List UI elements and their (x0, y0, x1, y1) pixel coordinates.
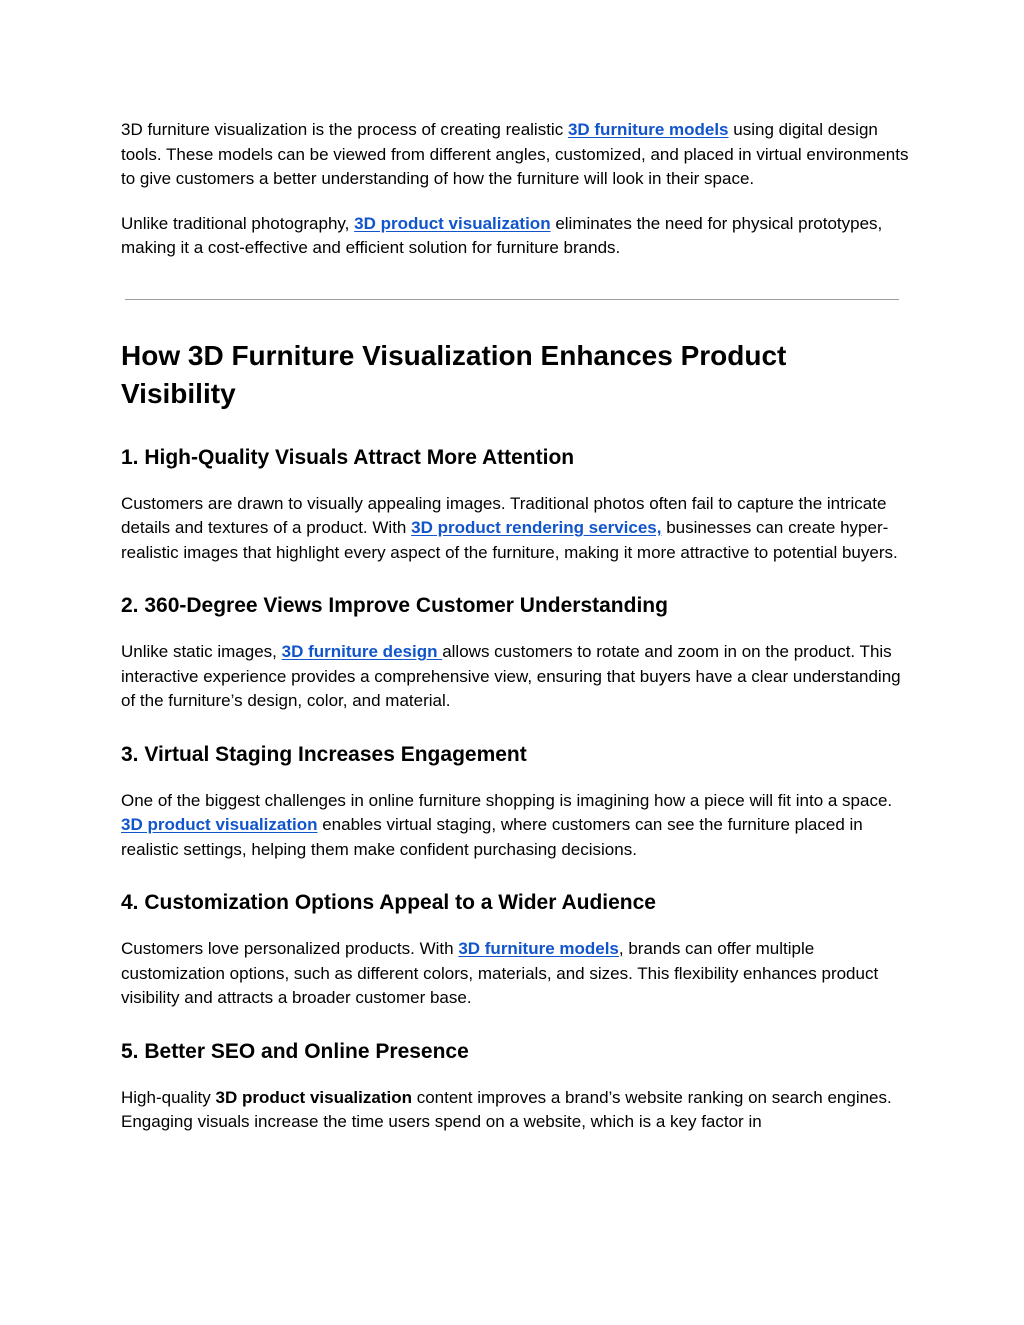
body-text: Customers are drawn to visually appealing images. Traditional photos often fail to capture the intricate details and textures of a product. With (121, 493, 887, 537)
body-text: businesses can create hyper-realistic images that highlight every aspect of the furniture, making it more attractive to potential buyers. (121, 518, 898, 562)
body-text: Unlike static images, (121, 642, 282, 661)
link-3d-product-visualization[interactable]: 3D product visualization (354, 213, 551, 233)
link-3d-furniture-design[interactable]: 3D furniture design (281, 642, 443, 661)
intro-paragraph-1 (121, 118, 911, 192)
body-text: High-quality (121, 1087, 216, 1107)
link-3d-furniture-models-2[interactable]: 3D furniture models (458, 939, 619, 958)
section-4-paragraph (121, 937, 911, 1011)
section-5-heading: 5. Better SEO and Online Presence (121, 1039, 469, 1063)
intro-text: 3D furniture visualization is the process of creating realistic (121, 120, 568, 139)
body-text: Customers love personalized products. With (121, 939, 459, 958)
intro-paragraph-2 (121, 212, 911, 261)
intro-text: Unlike traditional photography, (121, 213, 355, 233)
section-3-heading: 3. Virtual Staging Increases Engagement (121, 742, 527, 766)
section-5-paragraph (121, 1086, 911, 1135)
intro-text: eliminates the need for physical prototypes, making it a cost-effective and efficient solution for furniture brands. (121, 213, 883, 257)
section-2-heading: 2. 360-Degree Views Improve Customer Understanding (121, 594, 668, 617)
section-1-heading: 1. High-Quality Visuals Attract More Attention (121, 445, 575, 469)
main-heading: How 3D Furniture Visualization Enhances Product Visibility (121, 339, 787, 409)
section-2-paragraph (121, 640, 911, 714)
link-3d-furniture-models[interactable]: 3D furniture models (567, 120, 729, 139)
horizontal-divider (125, 299, 899, 300)
section-4-heading: 4. Customization Options Appeal to a Wider Audience (121, 891, 656, 914)
link-3d-product-visualization-2[interactable]: 3D product visualization (121, 815, 318, 834)
section-1-paragraph (121, 492, 911, 566)
link-3d-product-rendering-services[interactable]: 3D product rendering services, (411, 518, 662, 537)
body-text: enables virtual staging, where customers can see the furniture placed in realistic settings, helping them make confident purchasing decisions. (121, 815, 863, 859)
body-text: One of the biggest challenges in online furniture shopping is imagining how a piece will fit into a space. (121, 790, 893, 810)
bold-phrase: 3D product visualization (215, 1087, 412, 1107)
body-text: allows customers to rotate and zoom in on the product. This interactive experience provides a comprehensive view, ensuring that buyers have a clear understanding of the furniture’s design, color, and material. (121, 642, 901, 710)
document-page (121, 118, 911, 1135)
section-3-paragraph (121, 789, 911, 863)
body-text: , brands can offer multiple customization options, such as different colors, materials, and sizes. This flexibility enhances product visibility and attracts a broader customer base. (121, 939, 879, 1007)
body-text: content improves a brand’s website ranking on search engines. Engaging visuals increase the time users spend on a website, which is a key factor in (121, 1087, 892, 1131)
intro-text: using digital design tools. These models can be viewed from different angles, customized, and placed in virtual environments to give customers a better understanding of how the furniture will look in their space. (121, 120, 909, 188)
